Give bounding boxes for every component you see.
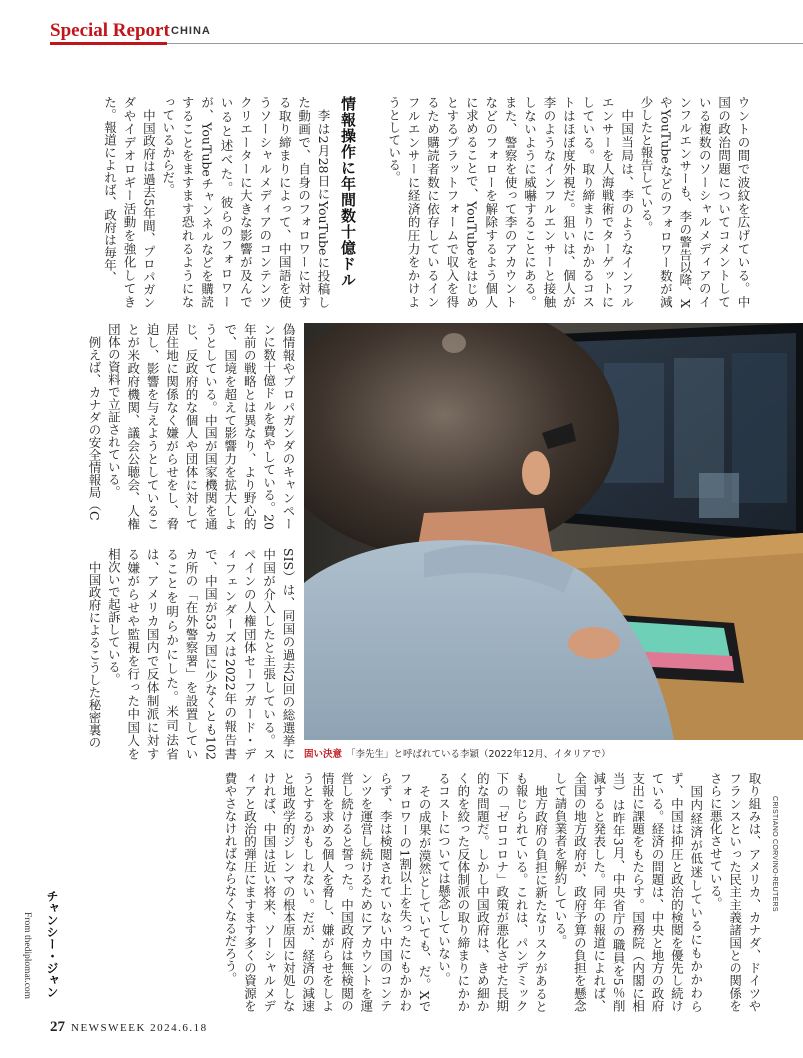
section-label: Special Report: [50, 20, 170, 41]
caption-text: 「李先生」と呼ばれている李穎（2022年12月、イタリアで）: [346, 749, 611, 760]
article-column-middle-left: [50, 323, 298, 530]
article-paragraph: 例えば、カナダの安全情報局（C: [86, 335, 102, 521]
magazine-issue: NEWSWEEK 2024.6.18: [71, 1022, 208, 1034]
caption-tag: 固い決意: [304, 749, 343, 760]
photo-caption: [304, 747, 803, 763]
article-column-top-right: [362, 96, 753, 308]
article-paragraph: 地方政府の負担に新たなリスクがあるとも報じられている。これは、パンデミック下の「ゼロコロナ」政策が悪化させた長期的な問題だ。しかし中国政府は、きめ細かく的を絞った反体制派の取り締まりにかかるコストについては懸念していない。: [436, 772, 549, 1012]
article-photo: [304, 323, 803, 740]
article-column-bottom-left: [50, 548, 298, 760]
article-paragraph: 中国当局は、李のようなインフルエンサーを人海戦術でターゲットにしている。取り締まりにかかるコストはほぼ度外視だ。狙いは、個人が李のようなインフルエンサーと接触しないように威嚇することにある。また、警察を使って李のアカウントなどのフォローを解除するよう個人に求めることで、YouTubeをはじめとするプラットフォームで収入を得るため購読者数に依存しているインフルエンサーに経済的圧力をかけようとしている。: [386, 96, 635, 308]
article-paragraph: 中国政府は過去5年間、プロパガンダやイデオロギー活動を強化してきた。報道によれば、政府は毎年、: [102, 96, 157, 308]
header-accent-rule: [50, 42, 167, 45]
article-column-top-left: [50, 96, 362, 308]
article-column-bottom-right: [70, 772, 764, 1012]
page-footer: [50, 1018, 350, 1038]
photo-credit: CRISTIANO CORVINO-REUTERS: [771, 796, 778, 912]
article-paragraph: 国内経済が低迷しているにもかかわらず、中国は抑圧と政治的検閲を優先し続けている。経済の問題は、中央と地方の政府支出に課題をもたらす。国務院（内閣に相当）は昨年3月、中央省庁の職員を5％削減すると発表した。同年の報道によれば、全国の地方政府が、政府予算の負担を懸念して請負業者を解約している。: [552, 772, 704, 1012]
article-paragraph: 偽情報やプロパガンダのキャンペーンに数十億ドルを費やしている。20年前の戦略とは異なり、より野心的で、国境を超えて影響力を拡大しようとしている。中国が国家機関を通じ、反政府的な個人や団体に対して居住地に関係なく嫌がらせをし、脅迫し、影響を与えようとしていることが米政府機関、議会公聴会、人権団体の資料で立証されている。: [106, 323, 296, 530]
article-paragraph: 取り組みは、アメリカ、カナダ、ドイツやフランスといった民主主義諸国との関係をさらに悪化させている。: [708, 772, 762, 1012]
article-paragraph: 李は2月28日にYouTubeに投稿した動画で、自身のフォロワーに対する取り締まりによって、中国語を使うソーシャルメディアのコンテンツクリエーターに大きな影響が及んでいると述べた。彼らのフォロワーが、YouTubeチャンネルなどを購読することをますます恐れるようになっているからだ。: [160, 96, 331, 308]
section-header: [50, 20, 803, 44]
section-subtitle: CHINA: [171, 25, 211, 37]
source-credit: From thediplomat.com: [22, 912, 32, 1000]
article-paragraph: SIS）は、同国の過去2回の総選挙に中国が介入したと主張している。スペインの人権団体セーフガード・ディフェンダーズは2022年の報告書で、中国が53カ国に少なくとも102カ所の「在外警察署」を設置していることを明らかにした。米司法省は、アメリカ国内で反体制派に対する嫌がらせや監視を行った中国人を相次いで起訴している。: [106, 548, 296, 760]
article-paragraph: その成果が漠然としていても、だ。Xでフォロワーの1割以上を失ったにもかかわらず、李は検閲されていない中国のコンテンツを運営し続けるためにアカウントを運営し続けると誓った。中国政府は無検閲の情報を求める個人を脅し、嫌がらせをしようとするかもしれない。だが、経済の減速と地政学的ジレンマの根本原因に対処しなければ、中国は近い将来、ソーシャルメディアと政治的弾圧にますます多くの資源を費やさなければならなくなるだろう。: [223, 772, 433, 1012]
author-byline: チャンシー・ジャン: [45, 890, 59, 998]
article-paragraph: 中国政府によるこうした秘密裏の: [86, 560, 102, 748]
photo-illustration: [304, 323, 803, 740]
subheading: 情報操作に年間数十億ドル: [339, 96, 357, 288]
header-rule: [167, 43, 803, 44]
article-paragraph: ウントの間で波紋を広げている。中国の政治問題についてコメントしている複数のソーシャルメディアのインフルエンサーも、李の警告以降、XやYouTubeなどのフォロワー数が減少したと報告している。: [638, 96, 751, 308]
page-number: 27: [50, 1019, 65, 1035]
